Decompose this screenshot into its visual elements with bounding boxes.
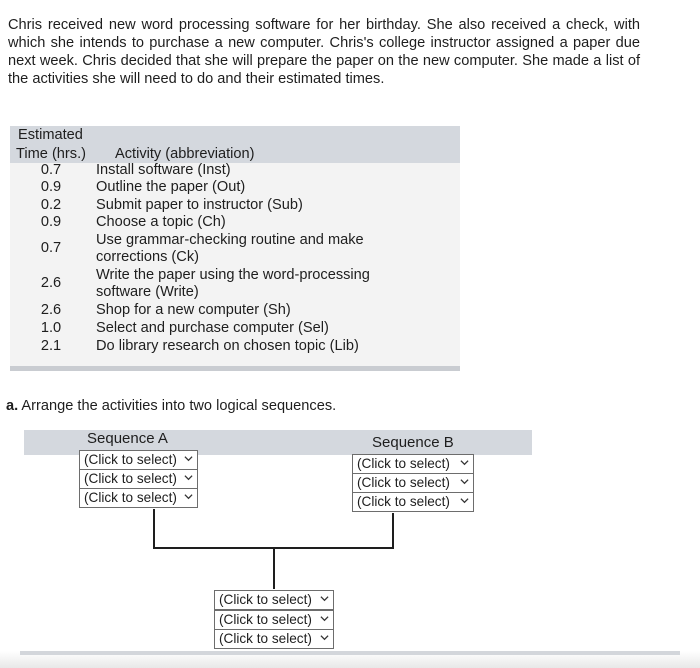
select-value: (Click to select) (219, 631, 312, 646)
activity-cell: Submit paper to instructor (Sub) (96, 197, 303, 213)
select-value: (Click to select) (84, 471, 177, 486)
sequence-a-select-1[interactable] (79, 450, 198, 470)
chevron-down-icon (184, 454, 193, 463)
select-value: (Click to select) (357, 475, 450, 490)
activity-cell: software (Write) (96, 284, 199, 300)
activity-cell: Shop for a new computer (Sh) (96, 302, 291, 318)
chevron-down-icon (320, 594, 329, 603)
activity-cell: Do library research on chosen topic (Lib) (96, 338, 359, 354)
header-activity: Activity (abbreviation) (115, 146, 255, 162)
activity-cell: Install software (Inst) (96, 162, 231, 178)
time-cell: 0.9 (40, 214, 62, 230)
activity-cell: Outline the paper (Out) (96, 179, 246, 195)
merged-select-3[interactable] (214, 629, 334, 649)
sequence-b-title: Sequence B (372, 434, 454, 451)
time-cell: 1.0 (40, 320, 62, 336)
select-value: (Click to select) (219, 592, 312, 607)
activity-cell: corrections (Ck) (96, 249, 199, 265)
time-cell: 2.1 (40, 338, 62, 354)
time-cell: 2.6 (40, 275, 62, 291)
page-bottom-rule (20, 651, 680, 655)
time-cell: 0.7 (40, 240, 62, 256)
activity-cell: Write the paper using the word-processing (96, 267, 370, 283)
merged-select-2[interactable] (214, 610, 334, 630)
time-cell: 0.9 (40, 179, 62, 195)
chevron-down-icon (460, 477, 469, 486)
connector-line-merge (273, 547, 275, 589)
chevron-down-icon (184, 492, 193, 501)
select-value: (Click to select) (357, 494, 450, 509)
time-cell: 0.2 (40, 197, 62, 213)
sequence-b-select-1[interactable] (352, 454, 474, 474)
merged-select-1[interactable] (214, 590, 334, 610)
select-value: (Click to select) (357, 456, 450, 471)
connector-line-a (153, 509, 155, 549)
question-a (6, 397, 336, 415)
problem-intro-text: Chris received new word processing software for her birthday. She also received a check, with which she intends to purchase a new computer. Chris's college instructor assigned a paper due next week. Chris decided that she will prepare the paper on the new computer. She made a list of the activities she will need to do and their estimated times. (8, 17, 640, 87)
chevron-down-icon (184, 473, 193, 482)
sequence-a-select-2[interactable] (79, 469, 198, 489)
sequence-b-select-2[interactable] (352, 473, 474, 493)
select-value: (Click to select) (219, 612, 312, 627)
activity-cell: Use grammar-checking routine and make (96, 232, 364, 248)
sequence-a-select-3[interactable] (79, 488, 198, 508)
time-cell: 0.7 (40, 162, 62, 178)
select-value: (Click to select) (84, 490, 177, 505)
time-cell: 2.6 (40, 302, 62, 318)
chevron-down-icon (320, 614, 329, 623)
activity-cell: Choose a topic (Ch) (96, 214, 226, 230)
header-estimated: Estimated (18, 127, 83, 143)
header-time: Time (hrs.) (16, 146, 86, 162)
question-text: Arrange the activities into two logical sequences. (21, 398, 337, 414)
chevron-down-icon (460, 458, 469, 467)
sequence-b-select-3[interactable] (352, 492, 474, 512)
select-value: (Click to select) (84, 452, 177, 467)
sequence-a-title: Sequence A (87, 430, 168, 447)
connector-line-b (392, 513, 394, 549)
table-bottom-rule (10, 366, 460, 371)
chevron-down-icon (320, 633, 329, 642)
activity-cell: Select and purchase computer (Sel) (96, 320, 329, 336)
question-label: a. (6, 398, 19, 414)
chevron-down-icon (460, 496, 469, 505)
